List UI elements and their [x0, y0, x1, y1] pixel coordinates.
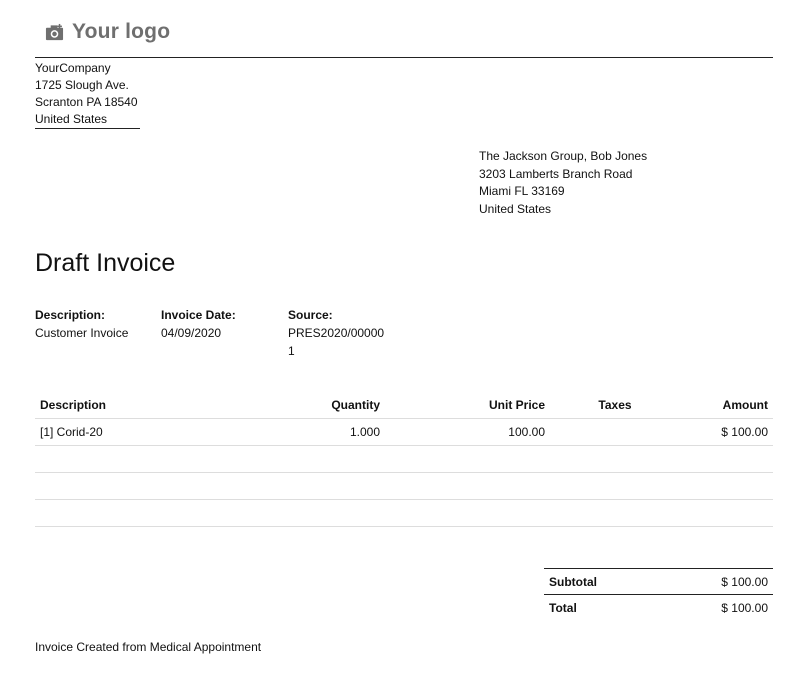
total-label: Total [549, 600, 577, 615]
header-divider [35, 57, 773, 58]
invoice-title: Draft Invoice [35, 249, 176, 277]
customer-city: Miami FL 33169 [479, 184, 565, 198]
info-description [35, 306, 128, 342]
customer-street: 3203 Lamberts Branch Road [479, 166, 633, 181]
col-taxes: Taxes [550, 392, 680, 419]
company-country: United States [35, 111, 140, 129]
info-source [288, 306, 388, 360]
invoice-note: Invoice Created from Medical Appointment [35, 640, 262, 654]
company-address [35, 60, 140, 129]
customer-name: The Jackson Group, Bob Jones [479, 149, 648, 163]
info-source-label: Source: [288, 308, 333, 322]
table-header-row [35, 392, 773, 419]
customer-address [479, 148, 647, 218]
customer-country: United States [479, 201, 552, 216]
col-unit-price: Unit Price [385, 392, 550, 419]
info-invoice-date-value: 04/09/2020 [161, 326, 222, 340]
info-invoice-date-label: Invoice Date: [161, 308, 236, 322]
empty-row [35, 446, 773, 473]
total-row [544, 595, 773, 621]
row-taxes [550, 419, 680, 446]
info-description-value: Customer Invoice [35, 326, 129, 340]
logo-text: Your logo [72, 20, 171, 43]
camera-icon [45, 23, 64, 42]
company-name: YourCompany [35, 61, 111, 75]
col-amount: Amount [680, 392, 773, 419]
company-city: Scranton PA 18540 [35, 95, 138, 109]
row-quantity: 1.000 [275, 419, 385, 446]
empty-row [35, 500, 773, 527]
company-logo [45, 20, 170, 44]
totals-table [544, 568, 773, 620]
subtotal-value: $ 100.00 [721, 574, 768, 589]
col-description: Description [35, 392, 275, 419]
company-street: 1725 Slough Ave. [35, 78, 129, 92]
info-description-label: Description: [35, 308, 106, 322]
info-invoice-date [161, 306, 236, 342]
empty-row [35, 473, 773, 500]
row-description: [1] Corid-20 [35, 419, 275, 446]
row-amount: $ 100.00 [680, 419, 773, 446]
table-row [35, 419, 773, 446]
total-value: $ 100.00 [721, 600, 768, 615]
info-source-value: PRES2020/000001 [288, 326, 385, 358]
row-unit-price: 100.00 [385, 419, 550, 446]
col-quantity: Quantity [275, 392, 385, 419]
subtotal-label: Subtotal [549, 574, 597, 589]
subtotal-row [544, 569, 773, 595]
invoice-lines-table [35, 392, 773, 527]
